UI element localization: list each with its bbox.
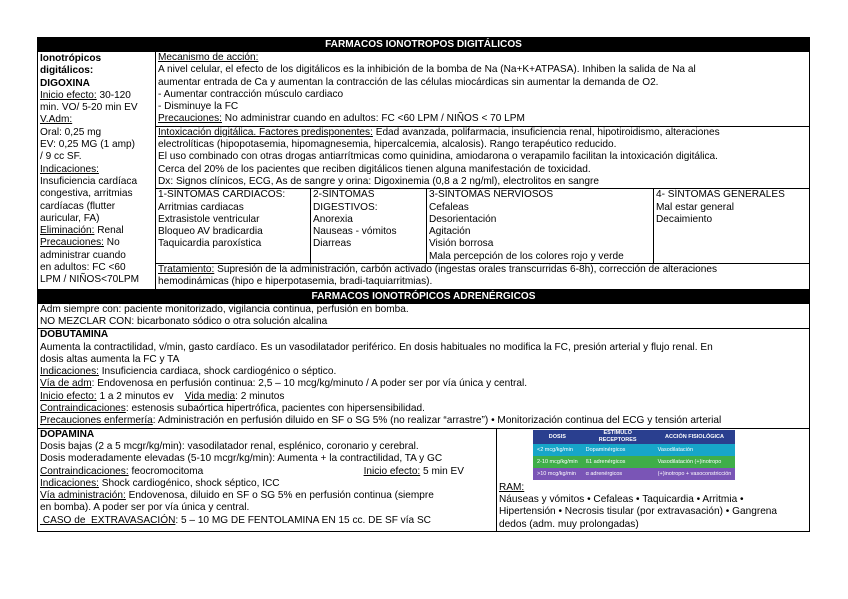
drug-name-digoxina: DIGOXINA [40, 77, 90, 89]
tratamiento-block: Tratamiento: Supresión de la administración, carbón activado (ingestas orales transcurridas 6-8h), corrección de alteraciones hemodinámicas (hipo e hiperpotasemia, bradi-taquiarritmias). [156, 263, 809, 289]
drug-name-dopamina: DOPAMINA [40, 428, 95, 440]
dose-table-header: DOSIS ESTIMULO RECEPTORES ACCIÓN FISIOLÓGICA [533, 430, 735, 444]
dobutamina-section: DOBUTAMINA Aumenta la contractilidad, v/min, gasto cardíaco. Es un vasodilatador periférico. En dosis habituales no modifica la FC, presión arterial y flujo renal. En dosis altas aumenta la FC y TA Indicaciones: Insuficiencia cardiaca, shock cardiogénico o séptico. Vía de adm: Endovenosa en perfusión continua: 2,5 – 10 mcg/kg/minuto / A poder ser por vía única y central. Inicio efecto: 1 a 2 minutos ev Vida media: 2 minutos Contraindicaciones: estenosis subaórtica hipertrófica, pacientes con hipersensibilidad. Precauciones enfermería: Administración en perfusión diluido en SF o SG 5% (no realizar “arrastre”) • Monitorización continua del ECG y tensión arterial [38, 328, 809, 427]
sintomas-nerviosos: 3-SÍNTOMAS NERVIOSOS Cefaleas Desorientación Agitación Visión borrosa Mala percepción de los colores rojo y verde [426, 189, 653, 263]
summary-title: Ionotrópicos [40, 53, 102, 64]
adrenergicos-intro: Adm siempre con: paciente monitorizado, vigilancia continua, perfusión en bomba. NO MEZCLAR CON: bicarbonato sódico o otra solución alcalina [38, 303, 809, 329]
eliminacion: Eliminación: Renal [40, 225, 124, 237]
sintomas-table [156, 188, 809, 263]
dopamina-side [497, 429, 809, 531]
sintomas-digestivos: 2-SÍNTOMAS DIGESTIVOS: Anorexia Nauseas - vómitos Diarreas [310, 189, 426, 263]
adrenergicos-banner: FARMACOS IONOTRÓPICOS ADRENÉRGICOS [38, 289, 809, 303]
dose-row: <2 mcg/kg/min Dopaminérgicos Vasodilatación [533, 444, 735, 456]
digoxina-section [38, 51, 809, 289]
mecanismo-block: Mecanismo de acción: A nivel celular, el efecto de los digitálicos es la inhibición de la bomba de Na (Na+K+ATPASA). Inhiben la salida de Na al aumentar entrada de Ca y aumentan la contracción de las células miocárdicas sin aumentar la demanda de O2. - Aumentar contracción músculo cardiaco - Disminuye la FC Precauciones: No administrar cuando en adultos: FC <60 LPM / NIÑOS < 70 LPM [158, 52, 696, 125]
digoxina-details [156, 52, 809, 289]
digoxina-summary: Ionotrópicos digitálicos: DIGOXINA Inicio efecto: 30-120 min. VO/ 5-20 min EV V.Adm: Oral: 0,25 mg EV: 0,25 MG (1 amp) / 9 cc SF. Indicaciones: Insuficiencia cardíaca congestiva, arritmias cardíacas (flutter auricular, FA) Eliminación: Renal Precauciones: No administrar cuando en adultos: FC <60 LPM / NIÑOS<70LPM [38, 52, 156, 289]
sintomas-cardiacos: 1-SÍNTOMAS CARDIACOS: Arritmias cardiacas Extrasistole ventricular Bloqueo AV bradicardia Taquicardia paroxística [158, 189, 286, 250]
vadm-label: V.Adm: [40, 114, 73, 126]
dose-row: 2-10 mcg/kg/min ß1 adrenérgicos Vasodilatación (+)inotropo [533, 456, 735, 468]
inicio-efecto: Inicio efecto: 30-120 [40, 89, 131, 101]
dose-table [533, 430, 735, 480]
ram-block: RAM: Náuseas y vómitos • Cefaleas • Taquicardia • Arritmia • Hipertensión • Necrosis tisular (por extravasación) • Gangrena dedos (adm. muy prolongadas) [499, 481, 778, 530]
sintomas-generales: 4- SÍNTOMAS GENERALES Mal estar general Decaimiento [653, 189, 809, 263]
indicaciones-label: Indicaciones: [40, 163, 99, 175]
dopamina-section [38, 428, 809, 531]
precauciones: Precauciones: No [40, 237, 120, 249]
drug-name-dobutamina: DOBUTAMINA [40, 329, 109, 341]
dose-row: >10 mcg/kg/min α adrenérgicos (+)inotropo + vasoconstricción [533, 468, 735, 480]
digitalicos-banner: FARMACOS IONOTROPOS DIGITÁLICOS [38, 38, 809, 51]
intoxicacion-block: Intoxicación digitálica. Factores predisponentes: Edad avanzada, polifarmacia, insuficiencia renal, hipotiroidismo, alteraciones electrolíticas (hipopotasemia, hipomagnesemia, hipercalcemia, alcalosis). Rango terapéutico reducido. El uso combinado con otras drogas antiarrítmicas como quinidina, amiodarona o verapamilo facilitan la intoxicación digitálica. Cerca del 20% de los pacientes que reciben digitálicos tienen alguna manifestación de toxicidad. Dx: Signos clínicos, ECG, As de sangre y orina: Digoxinemia (0,8 a 2 ng/ml), electrolitos en sangre [156, 126, 809, 188]
drug-reference-sheet [37, 37, 810, 532]
dopamina-details: DOPAMINA Dosis bajas (2 a 5 mcgr/kg/min): vasodilatador renal, esplénico, coronario y cerebral. Dosis moderadamente elevadas (5-10 mcgr/kg/min): Aumenta + la contractilidad, TA y GC Contraindicaciones: feocromocitoma Inicio efecto: 5 min EV Indicaciones: Shock cardiogénico, shock séptico, ICC Vía administración: Endovenosa, diluido en SF o SG 5% en perfusión continua (siempre en bomba). A poder ser por vía única y central. CASO de EXTRAVASACIÓN: 5 – 10 MG DE FENTOLAMINA EN 15 cc. DE SF vía SC [38, 429, 497, 531]
